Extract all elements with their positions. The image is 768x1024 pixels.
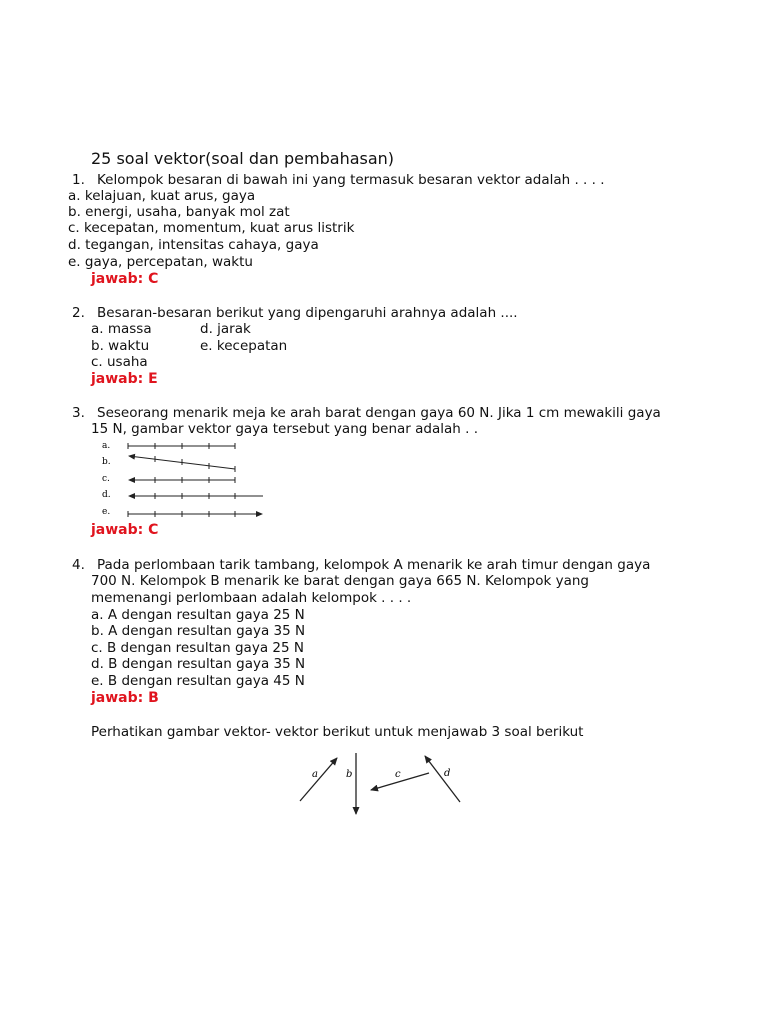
vector-a bbox=[300, 758, 337, 801]
q1-option-c: c. kecepatan, momentum, kuat arus listrik bbox=[68, 220, 355, 236]
q1-option-e: e. gaya, percepatan, waktu bbox=[68, 254, 253, 270]
question-4-text-line-3: memenangi perlombaan adalah kelompok . . . . bbox=[91, 590, 412, 606]
vector-option-a bbox=[128, 443, 235, 449]
q2-option-e: e. kecepatan bbox=[200, 338, 288, 354]
question-3-vector-figure bbox=[100, 437, 275, 522]
q4-option-e: e. B dengan resultan gaya 45 N bbox=[91, 673, 305, 689]
q2-option-a: a. massa bbox=[91, 321, 152, 337]
figure-label-a: a. bbox=[102, 441, 111, 451]
question-2-text: Besaran-besaran berikut yang dipengaruhi arahnya adalah .... bbox=[97, 305, 518, 321]
q4-option-c: c. B dengan resultan gaya 25 N bbox=[91, 640, 304, 656]
q2-answer: jawab: E bbox=[91, 371, 158, 387]
question-2-number: 2. bbox=[72, 305, 85, 321]
vectors-figure bbox=[292, 750, 467, 820]
vector-d bbox=[425, 756, 460, 802]
vector-d-label: d bbox=[444, 768, 451, 779]
q2-option-d: d. jarak bbox=[200, 321, 251, 337]
q1-option-b: b. energi, usaha, banyak mol zat bbox=[68, 204, 290, 220]
question-4-text-line-1: Pada perlombaan tarik tambang, kelompok A menarik ke arah timur dengan gaya bbox=[97, 557, 651, 573]
q4-option-d: d. B dengan resultan gaya 35 N bbox=[91, 656, 306, 672]
question-1-text: Kelompok besaran di bawah ini yang termasuk besaran vektor adalah . . . . bbox=[97, 172, 605, 188]
q2-option-b: b. waktu bbox=[91, 338, 150, 354]
q3-answer: jawab: C bbox=[91, 522, 159, 538]
q4-option-b: b. A dengan resultan gaya 35 N bbox=[91, 623, 306, 639]
q2-option-c: c. usaha bbox=[91, 354, 148, 370]
q1-option-d: d. tegangan, intensitas cahaya, gaya bbox=[68, 237, 319, 253]
figure-label-d: d. bbox=[102, 490, 111, 500]
figure-label-c: c. bbox=[102, 474, 110, 484]
q4-answer: jawab: B bbox=[91, 690, 159, 706]
vector-option-b bbox=[129, 456, 235, 472]
vector-option-e bbox=[128, 511, 262, 517]
vector-a-label: a bbox=[312, 769, 318, 780]
question-3-text-line-2: 15 N, gambar vektor gaya tersebut yang benar adalah . . bbox=[91, 421, 479, 437]
figure-label-e: e. bbox=[102, 507, 111, 517]
question-4-number: 4. bbox=[72, 557, 85, 573]
figure-label-b: b. bbox=[102, 457, 111, 467]
page-title: 25 soal vektor(soal dan pembahasan) bbox=[91, 149, 395, 168]
vector-c-label: c bbox=[395, 769, 401, 780]
vector-option-c bbox=[129, 477, 235, 483]
question-1-number: 1. bbox=[72, 172, 85, 188]
q1-answer: jawab: C bbox=[91, 271, 159, 287]
instruction-note: Perhatikan gambar vektor- vektor berikut untuk menjawab 3 soal berikut bbox=[91, 724, 584, 740]
vector-option-d bbox=[129, 493, 263, 499]
q1-option-a: a. kelajuan, kuat arus, gaya bbox=[68, 188, 256, 204]
question-3-number: 3. bbox=[72, 405, 85, 421]
question-3-text-line-1: Seseorang menarik meja ke arah barat dengan gaya 60 N. Jika 1 cm mewakili gaya bbox=[97, 405, 661, 421]
question-4-text-line-2: 700 N. Kelompok B menarik ke barat dengan gaya 665 N. Kelompok yang bbox=[91, 573, 589, 589]
q4-option-a: a. A dengan resultan gaya 25 N bbox=[91, 607, 305, 623]
vector-b-label: b bbox=[346, 769, 353, 780]
